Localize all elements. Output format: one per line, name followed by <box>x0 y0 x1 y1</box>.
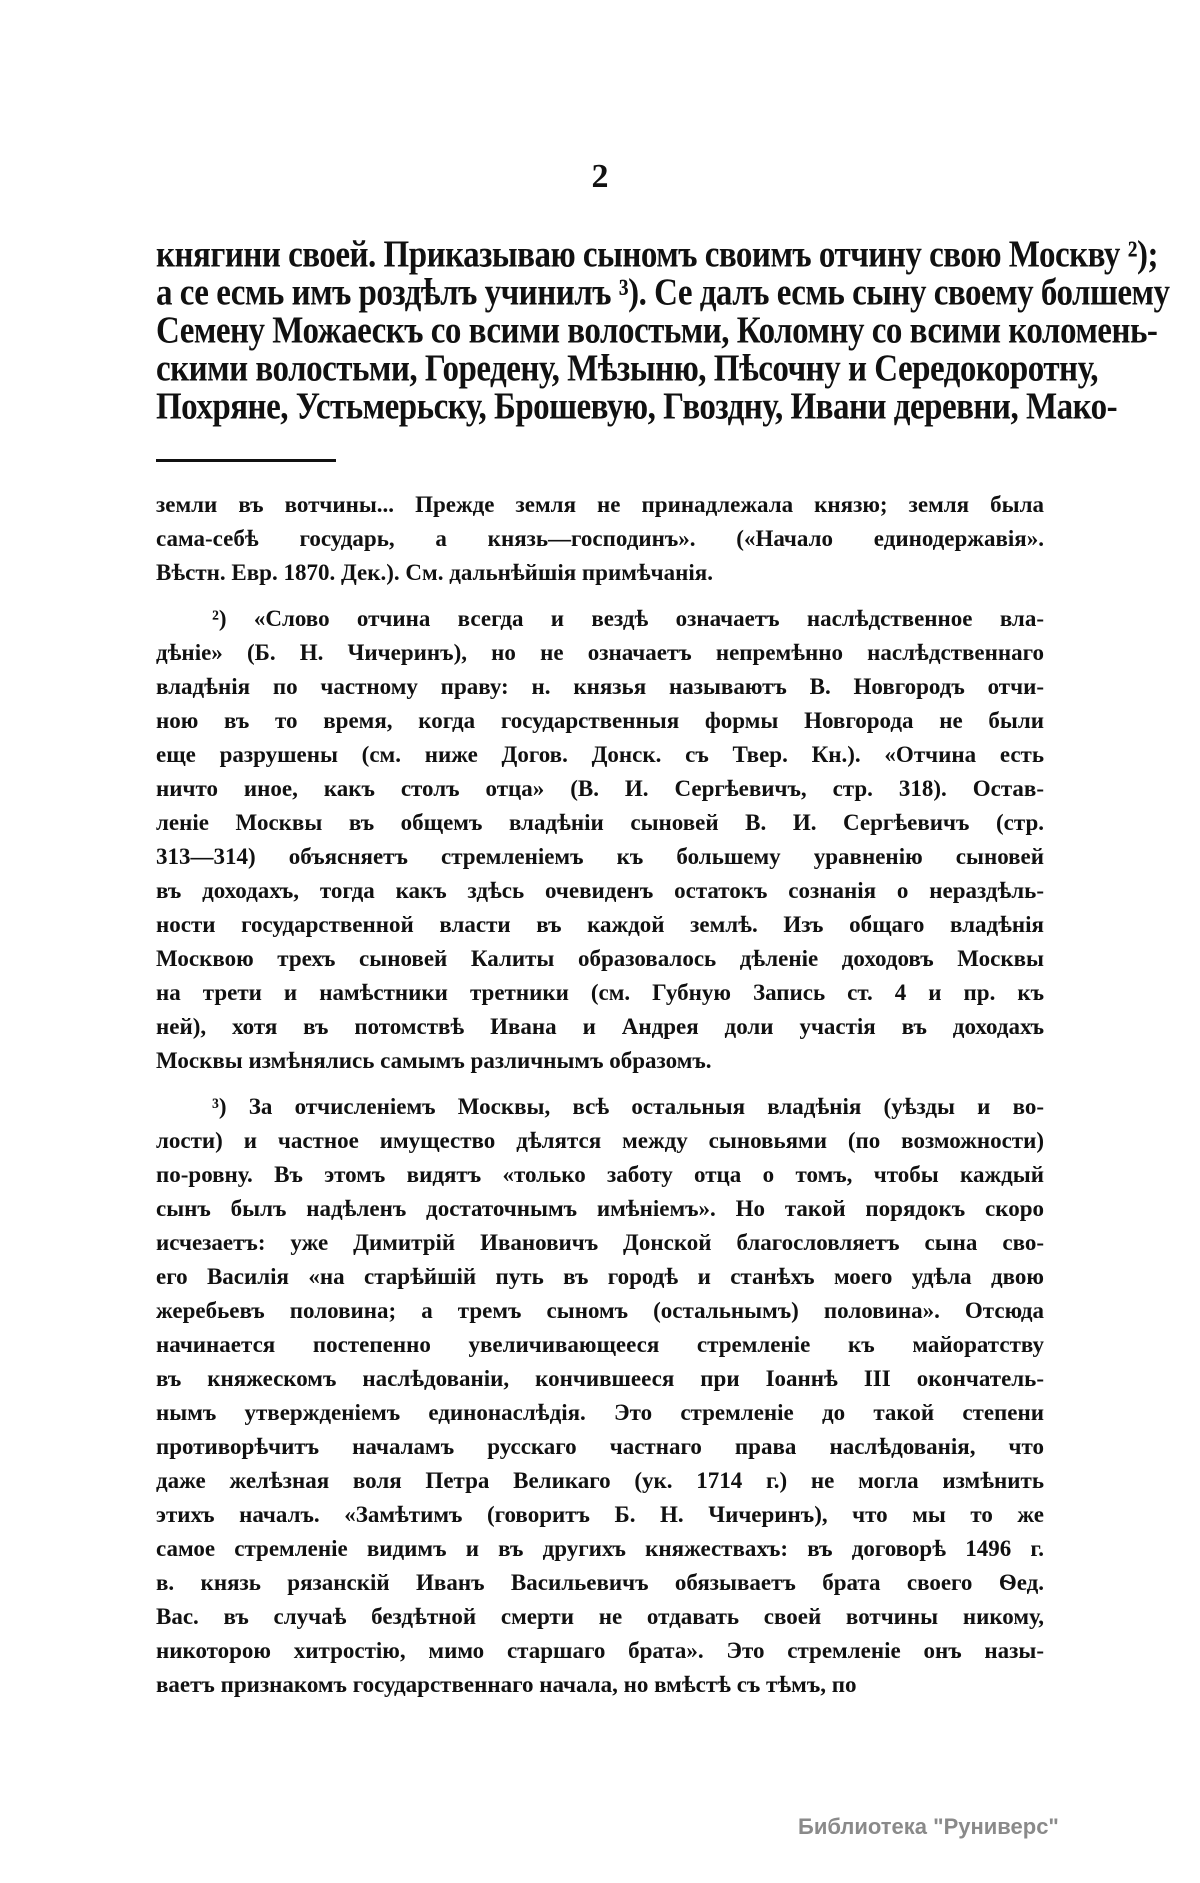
footnote-line: леніе Москвы въ общемъ владѣніи сыновей В. И. Сергѣевичъ (стр. <box>156 810 1044 835</box>
text-line: а се есмь имъ роздѣлъ учинилъ ³). Се далъ есмь сыну своему болшему <box>156 272 1170 314</box>
footnote-line: даже желѣзная воля Петра Великаго (ук. 1714 г.) не могла измѣнить <box>156 1468 1044 1493</box>
main-text <box>156 234 1170 428</box>
footnote-line: противорѣчитъ началамъ русскаго частнаго права наслѣдованія, что <box>156 1434 1044 1459</box>
footnote-line: сынъ былъ надѣленъ достаточнымъ имѣніемъ». Но такой порядокъ скоро <box>156 1196 1044 1221</box>
footnote-line: земли въ вотчины... Прежде земля не принадлежала князю; земля была <box>156 492 1044 517</box>
text-line: Семену Можаескъ со всими волостьми, Коломну со всими коломень- <box>156 310 1158 352</box>
footnote-line: еще разрушены (см. ниже Догов. Донск. съ Твер. Кн.). «Отчина есть <box>156 742 1044 767</box>
footnote-divider <box>156 459 336 462</box>
footnote-line: жеребьевъ половина; а тремъ сыномъ (остальнымъ) половина». Отсюда <box>156 1298 1044 1323</box>
footnote-line: владѣнія по частному праву: н. князья называютъ В. Новгородъ отчи- <box>156 674 1044 699</box>
paragraph-gap <box>156 590 1044 602</box>
text-line: Похряне, Устьмерьску, Брошевую, Гвоздну, Ивани деревни, Мако- <box>156 386 1118 428</box>
footnote-line: въ доходахъ, тогда какъ здѣсь очевиденъ остатокъ сознанія о нераздѣль- <box>156 878 1044 903</box>
text-line: скими волостьми, Горедену, Мѣзыню, Пѣсочну и Середокоротну, <box>156 348 1099 390</box>
paragraph-gap <box>156 1078 1044 1090</box>
footnote-line: лости) и частное имущество дѣлятся между сыновьями (по возможности) <box>156 1128 1044 1153</box>
footnote-line: ности государственной власти въ каждой землѣ. Изъ общаго владѣнія <box>156 912 1044 937</box>
footnote-line: в. князь рязанскій Иванъ Васильевичъ обязываетъ брата своего Ѳед. <box>156 1570 1044 1595</box>
page-number: 2 <box>591 158 609 195</box>
text-line: княгини своей. Приказываю сыномъ своимъ отчину свою Москву ²); <box>156 234 1158 276</box>
footnote-line: этихъ началъ. «Замѣтимъ (говоритъ Б. Н. Чичеринъ), что мы то же <box>156 1502 1044 1527</box>
footnote-line: ³) За отчисленіемъ Москвы, всѣ остальныя владѣнія (уѣзды и во- <box>212 1094 1044 1119</box>
footnote-line: въ княжескомъ наслѣдованіи, кончившееся при Іоаннѣ III окончатель- <box>156 1366 1044 1391</box>
footnote-line: дѣніе» (Б. Н. Чичеринъ), но не означаетъ непремѣнно наслѣдственнаго <box>156 640 1044 665</box>
footnote-line: по-ровну. Въ этомъ видятъ «только заботу отца о томъ, чтобы каждый <box>156 1162 1044 1187</box>
footnote-line: начинается постепенно увеличивающееся стремленіе къ майоратству <box>156 1332 1044 1357</box>
footnote-line: ваетъ признакомъ государственнаго начала, но вмѣстѣ съ тѣмъ, по <box>156 1672 857 1697</box>
footnote-line: ней), хотя въ потомствѣ Ивана и Андрея доли участія въ доходахъ <box>156 1014 1044 1039</box>
footnote-line: Москвою трехъ сыновей Калиты образовалось дѣленіе доходовъ Москвы <box>156 946 1044 971</box>
footnote-line: Вѣстн. Евр. 1870. Дек.). См. дальнѣйшія примѣчанія. <box>156 560 713 585</box>
footnotes <box>156 488 1044 1702</box>
footnote-line: сама-себѣ государь, а князь—господинъ». («Начало единодержавія». <box>156 526 1044 551</box>
footnote-line: его Василія «на старѣйшій путь въ городѣ и станѣхъ моего удѣла двою <box>156 1264 1044 1289</box>
footnote-line: на трети и намѣстники третники (см. Губную Запись ст. 4 и пр. къ <box>156 980 1044 1005</box>
footnote-line: Вас. въ случаѣ бездѣтной смерти не отдавать своей вотчины никому, <box>156 1604 1044 1629</box>
footnote-line: нымъ утвержденіемъ единонаслѣдія. Это стремленіе до такой степени <box>156 1400 1044 1425</box>
footnote-line: ною въ то время, когда государственныя формы Новгорода не были <box>156 708 1044 733</box>
footnote-line: ²) «Слово отчина всегда и вездѣ означаетъ наслѣдственное вла- <box>212 606 1044 631</box>
footnote-line: ничто иное, какъ столъ отца» (В. И. Сергѣевичъ, стр. 318). Остав- <box>156 776 1044 801</box>
footnote-line: исчезаетъ: уже Димитрій Ивановичъ Донской благословляетъ сына сво- <box>156 1230 1044 1255</box>
footnote-line: самое стремленіе видимъ и въ другихъ княжествахъ: въ договорѣ 1496 г. <box>156 1536 1044 1561</box>
footnote-line: никоторою хитростію, мимо старшаго брата». Это стремленіе онъ назы- <box>156 1638 1044 1663</box>
library-watermark: Библиотека "Руниверс" <box>798 1814 1059 1839</box>
footnote-line: Москвы измѣнялись самымъ различнымъ образомъ. <box>156 1048 712 1073</box>
footnote-line: 313—314) объясняетъ стремленіемъ къ большему уравненію сыновей <box>156 844 1044 869</box>
